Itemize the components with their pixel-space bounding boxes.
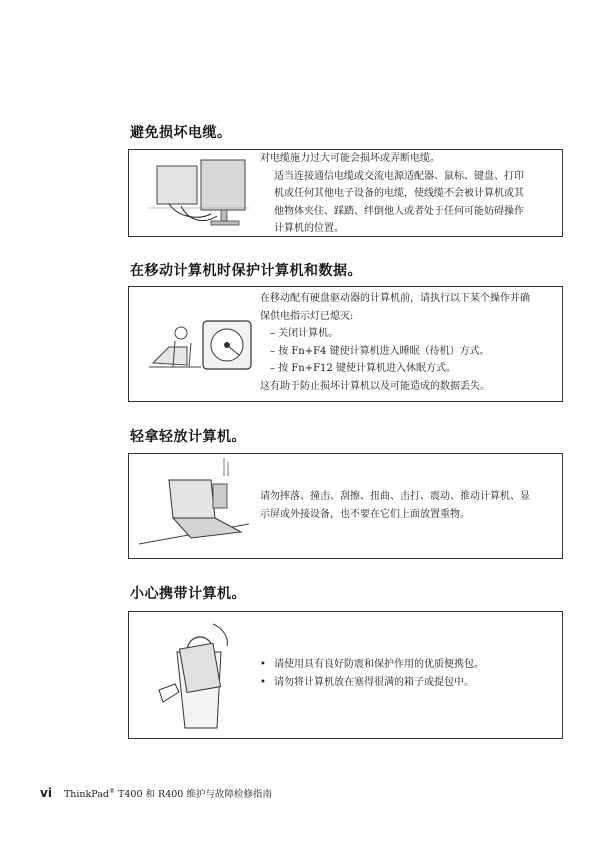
- page-footer: [40, 786, 272, 800]
- moving-text-line: 在移动配有硬盘驱动器的计算机前，请执行以下某个操作并确: [260, 293, 530, 304]
- moving-step-hibernate: – 按 Fn+F12 键使计算机进入休眠方式。: [270, 363, 456, 374]
- section-heading-carry: 小心携带计算机。: [130, 586, 246, 602]
- moving-box: [128, 286, 563, 402]
- cables-text-intro: 对电缆施力过大可能会损坏或弄断电缆。: [260, 153, 440, 164]
- section-heading-handle: 轻拿轻放计算机。: [130, 429, 246, 445]
- cables-box: [128, 149, 563, 237]
- handle-text-line: 请勿摔落、撞击、刮擦、扭曲、击打、震动、推动计算机、显: [260, 491, 530, 502]
- cables-text-line: 适当连接通信电缆或交流电源适配器、鼠标、键盘、打印: [274, 170, 524, 182]
- section-heading-cables: 避免损坏电缆。: [130, 125, 232, 141]
- cables-illustration: [129, 150, 257, 236]
- footer-title: T400 和 R400 维护与故障检修指南: [115, 789, 272, 800]
- cables-text-line: 机或任何其他电子设备的电缆，使线缆不会被计算机或其: [274, 188, 524, 199]
- cables-text-line: 计算机的位置。: [274, 223, 344, 234]
- moving-illustration: [129, 287, 257, 401]
- carry-bullet-bag: • 请使用具有良好防震和保护作用的优质便携包。: [260, 656, 560, 674]
- moving-step-shutdown: – 关闭计算机。: [270, 328, 339, 339]
- footer-brand: ThinkPad: [63, 789, 110, 800]
- handle-text-line: 示屏或外接设备，也不要在它们上面放置重物。: [260, 508, 470, 520]
- cables-text-line: 他物体夹住、踩踏、绊倒他人或者处于任何可能妨碍操作: [274, 205, 524, 217]
- carry-box: [128, 611, 563, 739]
- handle-box: [128, 453, 563, 559]
- section-heading-moving: 在移动计算机时保护计算机和数据。: [130, 263, 362, 279]
- page-number: vi: [40, 786, 52, 800]
- moving-step-sleep: – 按 Fn+F4 键使计算机进入睡眠（待机）方式。: [270, 345, 490, 357]
- moving-text-note: 这有助于防止损坏计算机以及可能造成的数据丢失。: [260, 380, 490, 392]
- moving-text-line: 保供电指示灯已熄灭:: [260, 310, 354, 322]
- carry-bullet-box: • 请勿将计算机放在塞得很满的箱子或提包中。: [260, 674, 560, 692]
- handle-illustration: [129, 454, 257, 558]
- trademark-symbol: ®: [109, 787, 116, 795]
- carry-illustration: [129, 612, 257, 738]
